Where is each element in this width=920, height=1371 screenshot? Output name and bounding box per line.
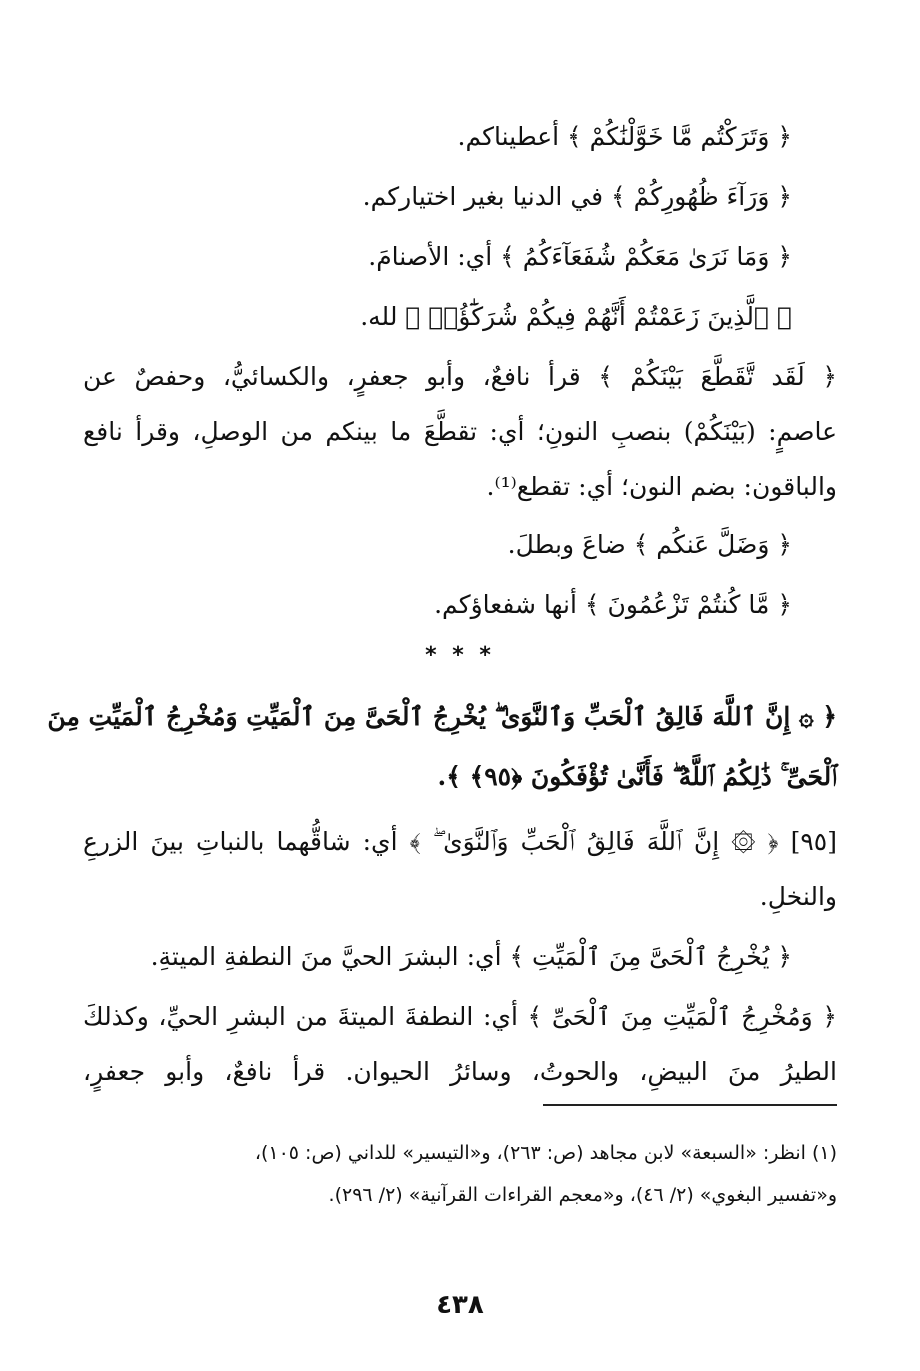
footnote-line-1: (١) انظر: «السبعة» لابن مجاهد (ص: ٢٦٣)، و«التيسير» للداني (ص: ١٠٥)، (254, 1142, 837, 1164)
text-line-5: ﴿ لَقَد تَّقَطَّعَ بَيْنَكُمْ ﴾ قرأ نافعٌ، وأبو جعفرٍ، والكسائيُّ، وحفصٌ عن (83, 362, 837, 391)
section-divider: * * * (425, 643, 495, 668)
text-line-7: والباقون: بضم النون؛ أي: تقطع⁽¹⁾. (486, 472, 837, 501)
footnote-rule (543, 1104, 837, 1106)
text-line-14: ﴿ يُخْرِجُ ٱلْحَىَّ مِنَ ٱلْمَيِّتِ ﴾ أي: البشرَ الحيَّ منَ النطفةِ الميتةِ. (150, 942, 792, 971)
verse-line-1: ﴿ ۞ إِنَّ ٱللَّهَ فَالِقُ ٱلْحَبِّ وَٱلنَّوَىٰ ۖ يُخْرِجُ ٱلْحَىَّ مِنَ ٱلْمَيِّتِ وَمُخْرِجُ ٱلْمَيِّتِ مِنَ (47, 702, 837, 731)
text-line-1: ﴿ وَتَرَكْتُم مَّا خَوَّلْنَٰكُمْ ﴾ أعطيناكم. (457, 122, 792, 151)
text-line-9: ﴿ مَّا كُنتُمْ تَزْعُمُونَ ﴾ أنها شفعاؤكم. (434, 590, 792, 619)
text-line-2: ﴿ وَرَآءَ ظُهُورِكُمْ ﴾ في الدنيا بغير اختياركم. (362, 182, 792, 211)
text-line-12: [٩٥] ﴿ ۞ إِنَّ ٱللَّهَ فَالِقُ ٱلْحَبِّ وَٱلنَّوَىٰ ۖ ﴾ أي: شاقُّهما بالنباتِ بينَ الزرعِ (83, 827, 837, 856)
text-line-3: ﴿ وَمَا نَرَىٰ مَعَكُمْ شُفَعَآءَكُمُ ﴾ أي: الأصنامَ. (368, 242, 792, 271)
text-line-6: عاصمٍ: (بَيْنَكُمْ) بنصبِ النونِ؛ أي: تقطَّعَ ما بينكم من الوصلِ، وقرأ نافع (83, 417, 837, 446)
page-number: ٤٣٨ (436, 1290, 484, 1320)
text-line-15: ﴿ وَمُخْرِجُ ٱلْمَيِّتِ مِنَ ٱلْحَىِّ ﴾ أي: النطفةَ الميتةَ من البشرِ الحيِّ، وكذلكَ (83, 1002, 837, 1031)
text-line-4: ﴿ ٱلَّذِينَ زَعَمْتُمْ أَنَّهُمْ فِيكُمْ شُرَكَٰٓؤُا۟ ﴾ لله. (360, 302, 792, 331)
verse-line-2: ٱلْحَىِّ ۚ ذَٰلِكُمُ ٱللَّهُ ۖ فَأَنَّىٰ تُؤْفَكُونَ ﴿٩٥﴾ ﴾. (437, 762, 837, 791)
footnote-line-2: و«تفسير البغوي» (٢/ ٤٦)، و«معجم القراءات القرآنية» (٢/ ٢٩٦). (328, 1184, 837, 1206)
text-line-8: ﴿ وَضَلَّ عَنكُم ﴾ ضاعَ وبطلَ. (507, 530, 792, 559)
text-line-13: والنخلِ. (759, 882, 837, 911)
text-line-16: الطيرُ منَ البيضِ، والحوتُ، وسائرُ الحيوان. قرأ نافعٌ، وأبو جعفرٍ، (83, 1057, 837, 1086)
